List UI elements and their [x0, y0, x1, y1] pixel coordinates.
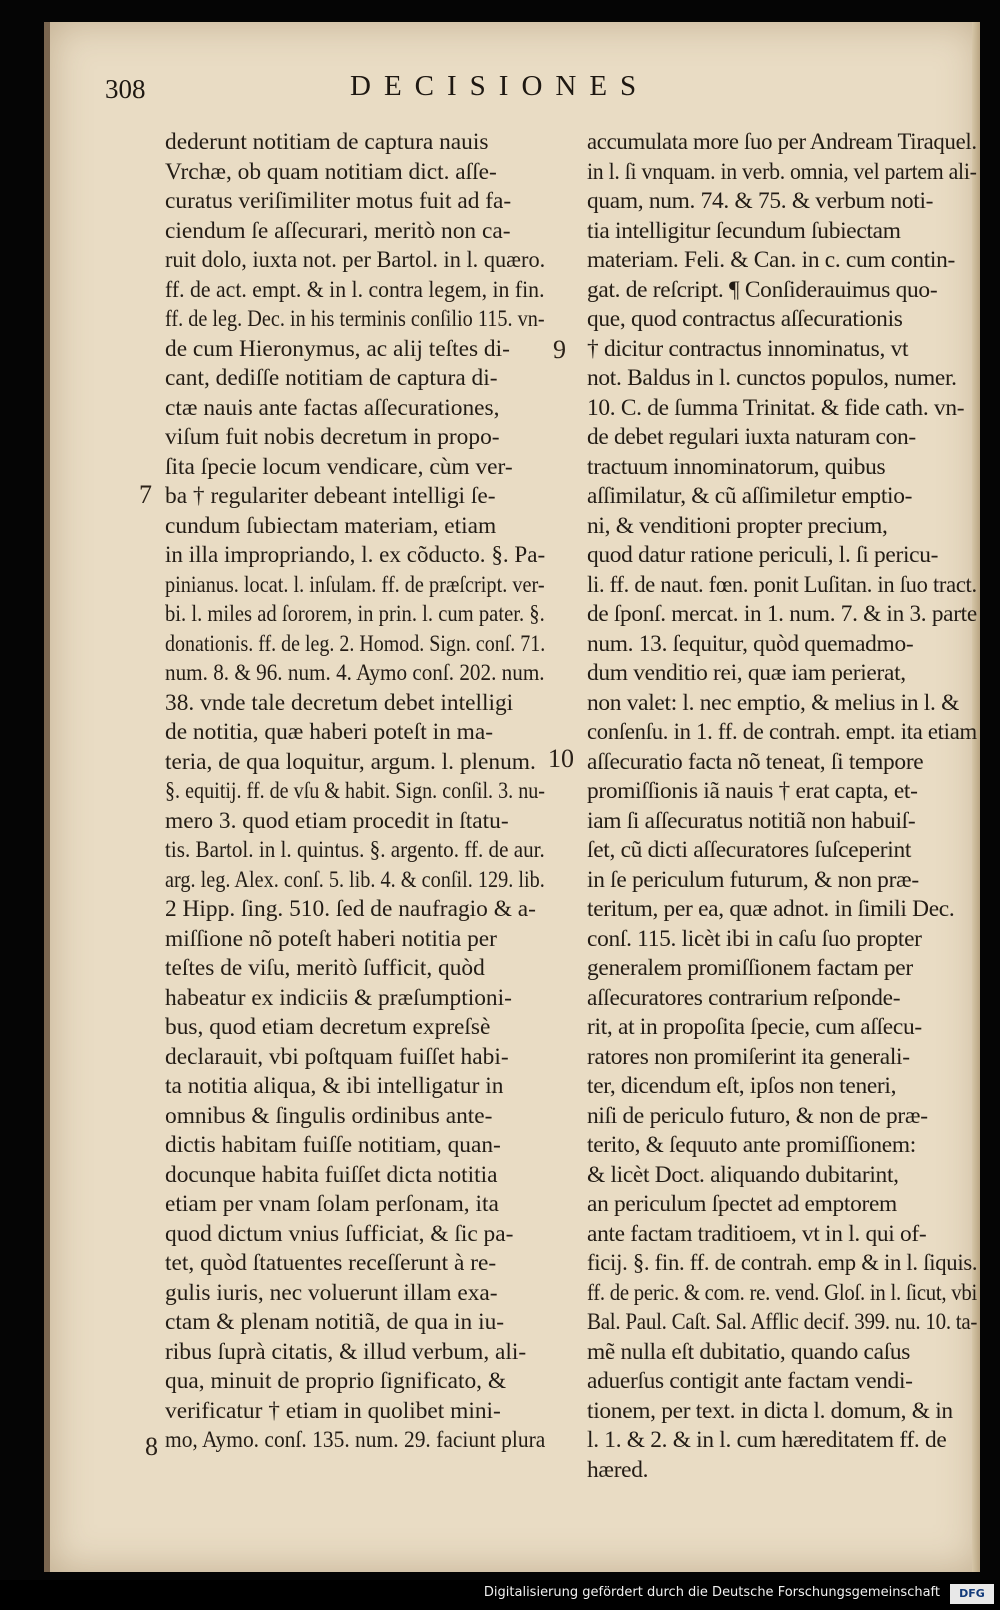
- text-line: dederunt notitiam de captura nauis: [165, 129, 489, 155]
- text-line: accumulata more ſuo per Andream Tiraquel.: [587, 129, 977, 155]
- text-line: curatus veriſimiliter motus fuit ad fa-: [165, 188, 512, 214]
- margin-number-9: 9: [553, 335, 566, 364]
- text-line: hæred.: [587, 1456, 649, 1483]
- text-line: viſum fuit nobis decretum in propo-: [165, 424, 500, 450]
- text-line: & licèt Doct. aliquando dubitarint,: [587, 1161, 899, 1188]
- text-line: in illa impropriando, l. ex cõducto. §. Pa-: [165, 542, 546, 568]
- text-line: teria, de qua loquitur, argum. l. plenum.: [165, 748, 536, 775]
- text-line: promiſſionis iã nauis † erat capta, et-: [587, 778, 918, 804]
- text-line: non valet: l. nec emptio, & melius in l. &: [587, 689, 959, 716]
- text-line: rit, at in propoſita ſpecie, cum aſſecu-: [587, 1014, 922, 1040]
- text-line: an periculum ſpectet ad emptorem: [587, 1191, 897, 1217]
- text-line: not. Baldus in l. cunctos populos, numer.: [587, 365, 957, 391]
- text-line: ni, & venditioni propter precium,: [587, 512, 888, 539]
- right-text-column: [587, 128, 977, 1485]
- text-line: de debet regulari iuxta naturam con-: [587, 424, 916, 450]
- text-line: generalem promiſſionem factam per: [587, 955, 913, 981]
- page-header: [105, 70, 965, 114]
- text-line: cant, dediſſe notitiam de captura di-: [165, 365, 498, 391]
- text-line: gat. de reſcript. ¶ Conſiderauimus quo-: [587, 276, 938, 303]
- text-line: ficij. §. fin. ff. de contrah. emp & in l. ſiquis.: [587, 1250, 978, 1276]
- text-line: ta notitia aliqua, & ibi intelligatur in: [165, 1073, 504, 1099]
- margin-number-8: 8: [145, 1432, 158, 1461]
- text-line: conſ. 115. licèt ibi in caſu ſuo propter: [587, 925, 922, 952]
- text-line: qua, minuit de proprio ſignificato, &: [165, 1368, 507, 1394]
- text-line: quod dictum vnius ſufficiat, & ſic pa-: [165, 1220, 514, 1247]
- text-line: donationis. ff. de leg. 2. Homod. Sign. conſ. 71.: [165, 630, 546, 657]
- text-line: materiam. Feli. & Can. in c. cum contin-: [587, 247, 956, 273]
- text-line: tis. Bartol. in l. quintus. §. argento. ff. de aur.: [165, 837, 545, 863]
- margin-number-10: 10: [548, 744, 574, 773]
- text-line: ciendum ſe aſſecurari, meritò non ca-: [165, 217, 511, 244]
- text-line: ff. de act. empt. & in l. contra legem, in fin.: [165, 276, 545, 303]
- text-line: num. 8. & 96. num. 4. Aymo conſ. 202. num.: [165, 660, 545, 686]
- text-line: mo, Aymo. conſ. 135. num. 29. faciunt plura: [165, 1427, 546, 1453]
- text-line: in l. ſi vnquam. in verb. omnia, vel partem ali-: [587, 158, 977, 185]
- text-line: l. 1. & 2. & in l. cum hæreditatem ff. de: [587, 1427, 947, 1453]
- text-line: ctam & plenam notitiã, de qua in iu-: [165, 1309, 505, 1335]
- text-line: ff. de peric. & com. re. vend. Gloſ. in l. ſicut, vbi: [587, 1279, 978, 1306]
- page-number: 308: [105, 74, 146, 104]
- text-line: ter, dicendum eſt, ipſos non teneri,: [587, 1073, 897, 1099]
- text-line: quam, num. 74. & 75. & verbum noti-: [587, 188, 934, 214]
- footer-credit: Digitalisierung gefördert durch die Deutsche Forschungsgemeinschaft: [483, 1585, 940, 1600]
- text-line: bus, quod etiam decretum expreſsè: [165, 1014, 491, 1040]
- margin-number-7: 7: [139, 480, 152, 509]
- text-line: miſſione nõ poteſt haberi notitia per: [165, 925, 497, 952]
- text-line: mero 3. quod etiam procedit in ſtatu-: [165, 807, 509, 834]
- text-line: tionem, per text. in dicta l. domum, & in: [587, 1397, 953, 1424]
- text-line: declarauit, vbi poſtquam fuiſſet habi-: [165, 1043, 509, 1070]
- text-line: dum venditio rei, quæ iam perierat,: [587, 660, 906, 686]
- text-line: docunque habita fuiſſet dicta notitia: [165, 1161, 498, 1188]
- footer-bar: [0, 1580, 1000, 1610]
- text-line: niſi de periculo futuro, & non de præ-: [587, 1102, 928, 1129]
- text-line: de cum Hieronymus, ac alij teſtes di-: [165, 335, 510, 362]
- text-line: aſſimilatur, & cũ aſſimiletur emptio-: [587, 483, 913, 509]
- text-line: † dicitur contractus innominatus, vt: [587, 335, 909, 362]
- text-line: ba † regulariter debeant intelligi ſe-: [165, 483, 496, 509]
- text-line: ſita ſpecie locum vendicare, cùm ver-: [165, 453, 513, 480]
- text-line: que, quod contractus aſſecurationis: [587, 306, 903, 332]
- text-line: tia intelligitur ſecundum ſubiectam: [587, 217, 901, 244]
- text-line: ribus ſuprà citatis, & illud verbum, ali-: [165, 1338, 527, 1365]
- text-line: ratores non promiſerint ita generali-: [587, 1043, 910, 1070]
- text-line: etiam per vnam ſolam perſonam, ita: [165, 1191, 499, 1217]
- text-line: verificatur † etiam in quolibet mini-: [165, 1397, 501, 1424]
- text-line: terito, & ſequuto ante promiſſionem:: [587, 1132, 916, 1158]
- text-line: gulis iuris, nec voluerunt illam exa-: [165, 1279, 498, 1306]
- text-line: ff. de leg. Dec. in his terminis conſilio 115. vn-: [165, 306, 545, 332]
- text-line: bi. l. miles ad ſororem, in prin. l. cum pater. §.: [165, 601, 545, 627]
- text-line: 10. C. de ſumma Trinitat. & fide cath. vn-: [587, 394, 965, 421]
- text-line: de ſponſ. mercat. in 1. num. 7. & in 3. parte: [587, 601, 977, 627]
- text-line: ſet, cũ dicti aſſecuratores ſuſceperint: [587, 837, 912, 863]
- dfg-logo: DFG: [950, 1584, 994, 1604]
- text-line: tet, quòd ſtatuentes receſſerunt à re-: [165, 1250, 497, 1276]
- text-line: ruit dolo, iuxta not. per Bartol. in l. quæro.: [165, 247, 546, 273]
- text-line: Bal. Paul. Caſt. Sal. Afflic decif. 399. nu. 10. ta-: [587, 1309, 978, 1335]
- text-line: ante factam traditioem, vt in l. qui of-: [587, 1220, 927, 1247]
- text-line: cundum ſubiectam materiam, etiam: [165, 512, 497, 539]
- text-line: Vrchæ, ob quam notitiam dict. aſſe-: [165, 158, 497, 185]
- text-line: aſſecuratio facta nõ teneat, ſi tempore: [587, 748, 924, 775]
- text-line: mẽ nulla eſt dubitatio, quando caſus: [587, 1338, 911, 1365]
- text-line: pinianus. locat. l. inſulam. ff. de præſcript. ver-: [165, 571, 545, 598]
- text-line: habeatur ex indiciis & præſumptioni-: [165, 984, 512, 1011]
- text-line: teſtes de viſu, meritò ſufficit, quòd: [165, 955, 485, 981]
- text-line: §. equitij. ff. de vſu & habit. Sign. conſil. 3. nu-: [165, 778, 546, 804]
- text-line: num. 13. ſequitur, quòd quemadmo-: [587, 630, 914, 657]
- text-line: dictis habitam fuiſſe notitiam, quan-: [165, 1132, 501, 1158]
- text-line: in ſe periculum futurum, & non præ-: [587, 866, 919, 893]
- text-line: de notitia, quæ haberi poteſt in ma-: [165, 719, 494, 745]
- text-line: teritum, per ea, quæ adnot. in ſimili Dec.: [587, 896, 955, 922]
- text-line: arg. leg. Alex. conſ. 5. lib. 4. & conſil. 129. lib.: [165, 866, 545, 893]
- text-line: aſſecuratores contrarium reſponde-: [587, 984, 901, 1011]
- text-line: tractuum innominatorum, quibus: [587, 453, 886, 480]
- running-title: DECISIONES: [350, 70, 650, 102]
- text-line: ctæ nauis ante factas aſſecurationes,: [165, 394, 500, 421]
- text-line: omnibus & ſingulis ordinibus ante-: [165, 1102, 493, 1129]
- text-line: li. ff. de naut. fœn. ponit Luſitan. in ſuo tract.: [587, 571, 977, 598]
- text-line: aduerſus contigit ante factam vendi-: [587, 1368, 913, 1394]
- text-line: 2 Hipp. ſing. 510. ſed de naufragio & a-: [165, 896, 536, 922]
- text-line: iam ſi aſſecuratus notitiã non habuiſ-: [587, 807, 916, 834]
- text-line: conſenſu. in 1. ff. de contrah. empt. ita etiam: [587, 719, 977, 745]
- text-line: quod datur ratione periculi, l. ſi pericu-: [587, 542, 939, 568]
- text-line: 38. vnde tale decretum debet intelligi: [165, 689, 514, 716]
- left-text-column: [165, 128, 545, 1456]
